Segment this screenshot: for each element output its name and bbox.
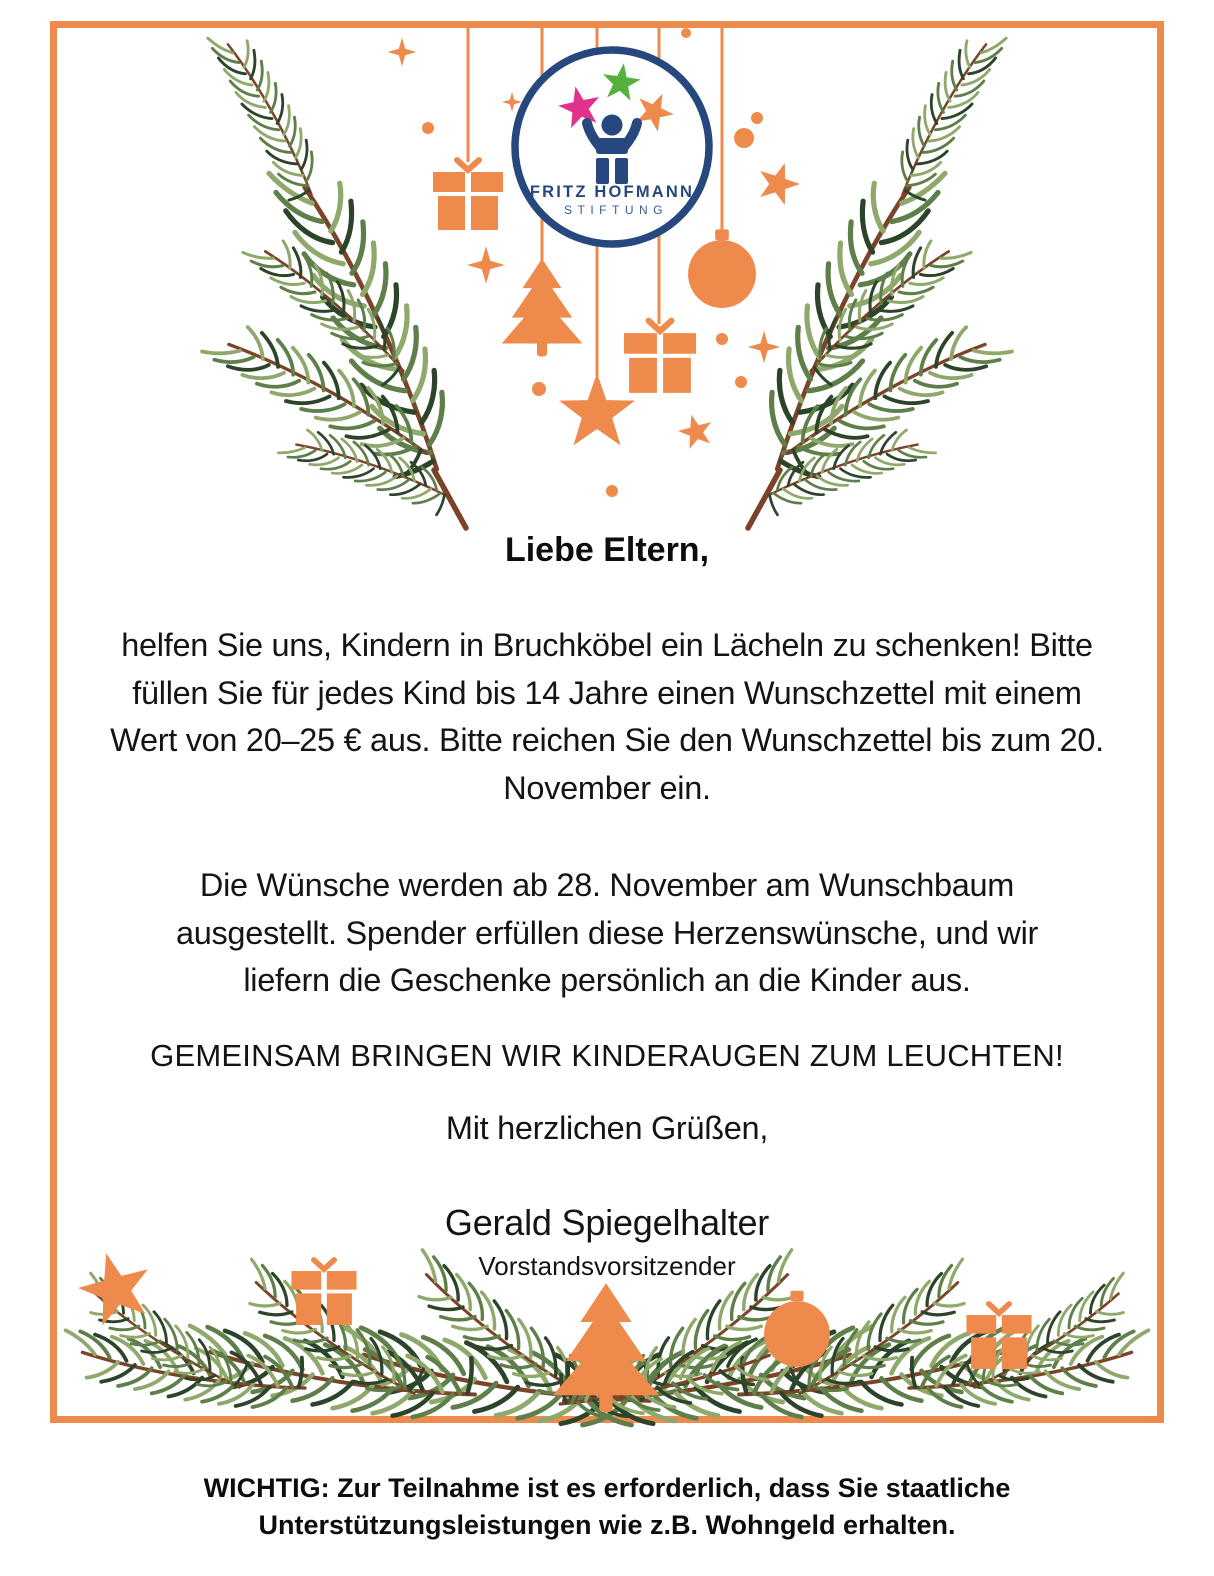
paragraph-wish-tree-info: Die Wünsche werden ab 28. November am Wunschbaum ausgestellt. Spender erfüllen diese Herzenswünsche, und wir liefern die Geschenke persönlich an die Kinder aus. <box>175 867 1039 998</box>
slogan-line: GEMEINSAM BRINGEN WIR KINDERAUGEN ZUM LEUCHTEN! <box>150 1038 1064 1073</box>
salutation: Liebe Eltern, <box>504 531 710 569</box>
christmas-tree-ornament <box>553 1283 659 1412</box>
sparkle-star-icon <box>748 331 780 363</box>
star-ornament <box>559 373 635 445</box>
closing-line: Mit herzlichen Grüßen, <box>445 1110 769 1146</box>
foundation-logo <box>515 50 709 244</box>
gift-ornament <box>624 321 696 393</box>
paragraph-wish-list-info: helfen Sie uns, Kindern in Bruchköbel ein Lächeln zu schenken! Bitte füllen Sie für jedes Kind bis 14 Jahre einen Wunschzettel mit einem Wert von 20–25 € aus. Bitte reichen Sie den Wunschzettel bis zum 20. November ein. <box>110 627 1104 806</box>
sparkle-star-icon <box>467 246 505 284</box>
logo-org-name: FRITZ HOFMANN <box>529 183 695 201</box>
important-footnote: WICHTIG: Zur Teilnahme ist es erforderlich, dass Sie staatliche Unterstützungsleistungen wie z.B. Wohngeld erhalten. <box>203 1473 1011 1540</box>
logo-org-subtitle: STIFTUNG <box>564 203 668 217</box>
sparkle-star-icon <box>388 38 417 67</box>
signature-name: Gerald Spiegelhalter <box>444 1202 770 1243</box>
bauble-ornament <box>688 229 756 308</box>
christmas-tree-ornament <box>502 259 583 357</box>
small-star-icon <box>675 410 716 450</box>
bauble-ornament <box>764 1291 830 1367</box>
signature-title: Vorstandsvorsitzender <box>478 1251 736 1281</box>
rosemary-branch-right <box>748 18 1012 533</box>
rosemary-branch-left <box>202 18 466 533</box>
small-star-icon <box>753 157 805 208</box>
star-ornament <box>71 1244 159 1329</box>
gift-ornament <box>433 160 503 230</box>
